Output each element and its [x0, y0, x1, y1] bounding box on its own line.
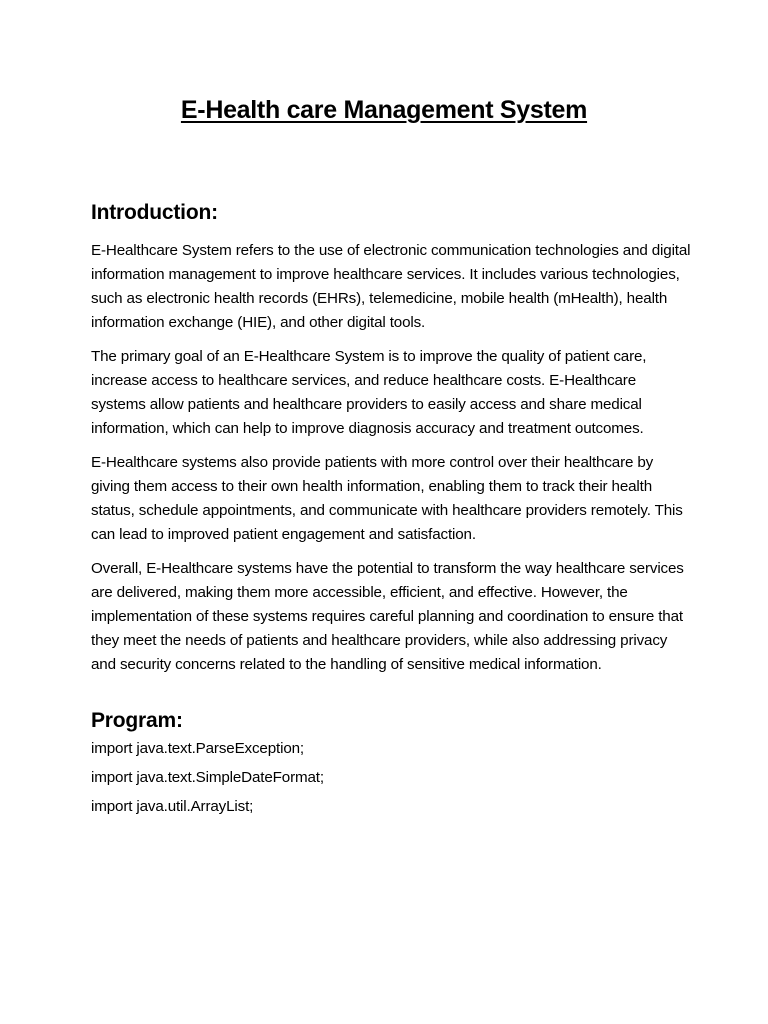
- code-line-3: import java.util.ArrayList;: [91, 798, 254, 815]
- introduction-heading: Introduction:: [91, 201, 218, 224]
- document-body: [91, 199, 691, 826]
- intro-paragraph-4: Overall, E-Healthcare systems have the potential to transform the way healthcare services are delivered, making them more accessible, efficient, and effective. However, the implementation of these systems requires careful planning and coordination to ensure that they meet the needs of patients and healthcare providers, while also addressing privacy and security concerns related to the handling of sensitive medical information.: [91, 560, 684, 673]
- intro-paragraph-2: The primary goal of an E-Healthcare System is to improve the quality of patient care, increase access to healthcare services, and reduce healthcare costs. E-Healthcare systems allow patients and healthcare providers to easily access and share medical information, which can help to improve diagnosis accuracy and treatment outcomes.: [91, 348, 647, 437]
- intro-paragraph-3: E-Healthcare systems also provide patients with more control over their healthcare by giving them access to their own health information, enabling them to track their health status, schedule appointments, and communicate with healthcare providers remotely. This can lead to improved patient engagement and satisfaction.: [91, 454, 683, 543]
- intro-paragraph-1: E-Healthcare System refers to the use of electronic communication technologies and digital information management to improve healthcare services. It includes various technologies, such as electronic health records (EHRs), telemedicine, mobile health (mHealth), health information exchange (HIE), and other digital tools.: [91, 242, 691, 331]
- code-line-1: import java.text.ParseException;: [91, 740, 304, 757]
- code-line-2: import java.text.SimpleDateFormat;: [91, 769, 324, 786]
- document-title: E-Health care Management System: [180, 96, 588, 124]
- program-heading: Program:: [91, 709, 183, 732]
